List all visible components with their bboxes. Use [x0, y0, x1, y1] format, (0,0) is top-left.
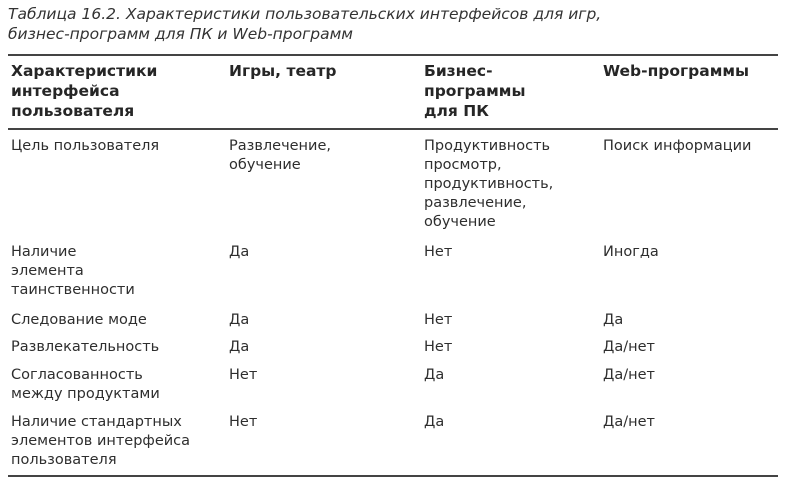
cell-line: Нет [424, 244, 453, 260]
header-line: для ПК [424, 102, 489, 120]
table-cell [603, 311, 623, 330]
table-cell [603, 413, 655, 432]
table-cell [11, 137, 159, 156]
header-line: пользователя [11, 102, 135, 120]
cell-line: таинственности [11, 282, 135, 298]
cell-line: Да [424, 367, 445, 383]
cell-line: Да/нет [603, 414, 655, 430]
cell-line: Да [229, 339, 250, 355]
table-cell [11, 338, 159, 357]
cell-line: Нет [424, 312, 453, 328]
cell-line: Наличие [11, 244, 77, 260]
table-cell [11, 311, 147, 330]
table-cell [603, 338, 655, 357]
table-cell [11, 243, 135, 300]
cell-line: Наличие стандартных [11, 414, 182, 430]
cell-line: Да/нет [603, 367, 655, 383]
header-cell-games [229, 61, 337, 81]
cell-line: Да/нет [603, 339, 655, 355]
header-cell-web [603, 61, 749, 81]
cell-line: обучение [424, 214, 496, 230]
table-cell [11, 413, 190, 470]
cell-line: Нет [424, 339, 453, 355]
cell-line: Иногда [603, 244, 659, 260]
table-cell [424, 137, 553, 232]
cell-line: Да [229, 312, 250, 328]
table-cell [603, 243, 659, 262]
cell-line: продуктивность, [424, 176, 554, 192]
cell-line: развлечение, [424, 195, 527, 211]
caption-line: бизнес-программ для ПК и Web-программ [8, 25, 353, 43]
header-line: Характеристики [11, 62, 158, 80]
table-cell [603, 366, 655, 385]
table-cell [229, 311, 249, 330]
cell-line: обучение [229, 157, 301, 173]
table-cell [424, 366, 444, 385]
cell-line: Развлечение, [229, 138, 331, 154]
header-line: программы [424, 82, 526, 100]
header-cell-characteristics [11, 61, 157, 121]
table-cell [229, 137, 331, 175]
table-cell [229, 413, 257, 432]
table-cell [424, 311, 452, 330]
cell-line: Цель пользователя [11, 138, 160, 154]
table-top-rule [8, 54, 778, 56]
cell-line: Продуктивность [424, 138, 551, 154]
table-caption [8, 4, 788, 44]
table-cell [11, 366, 160, 404]
header-line: Бизнес- [424, 62, 493, 80]
cell-line: Согласованность [11, 367, 143, 383]
table-cell [424, 413, 444, 432]
table-cell [603, 137, 751, 156]
table-bottom-rule [8, 475, 778, 477]
header-cell-business [424, 61, 525, 121]
header-line: Игры, театр [229, 62, 337, 80]
cell-line: Развлекательность [11, 339, 160, 355]
cell-line: пользователя [11, 452, 117, 468]
caption-line: Таблица 16.2. Характеристики пользовательских интерфейсов для игр, [8, 5, 602, 23]
cell-line: элемента [11, 263, 84, 279]
cell-line: элементов интерфейса [11, 433, 191, 449]
cell-line: Нет [229, 414, 258, 430]
cell-line: Поиск информации [603, 138, 752, 154]
table-header-rule [8, 128, 778, 130]
cell-line: Нет [229, 367, 258, 383]
cell-line: Да [603, 312, 624, 328]
table-cell [424, 338, 452, 357]
cell-line: Следование моде [11, 312, 147, 328]
table-cell [229, 243, 249, 262]
header-line: Web-программы [603, 62, 750, 80]
cell-line: между продуктами [11, 386, 160, 402]
cell-line: Да [424, 414, 445, 430]
header-line: интерфейса [11, 82, 120, 100]
table-cell [229, 366, 257, 385]
cell-line: просмотр, [424, 157, 502, 173]
table-cell [424, 243, 452, 262]
table-cell [229, 338, 249, 357]
cell-line: Да [229, 244, 250, 260]
